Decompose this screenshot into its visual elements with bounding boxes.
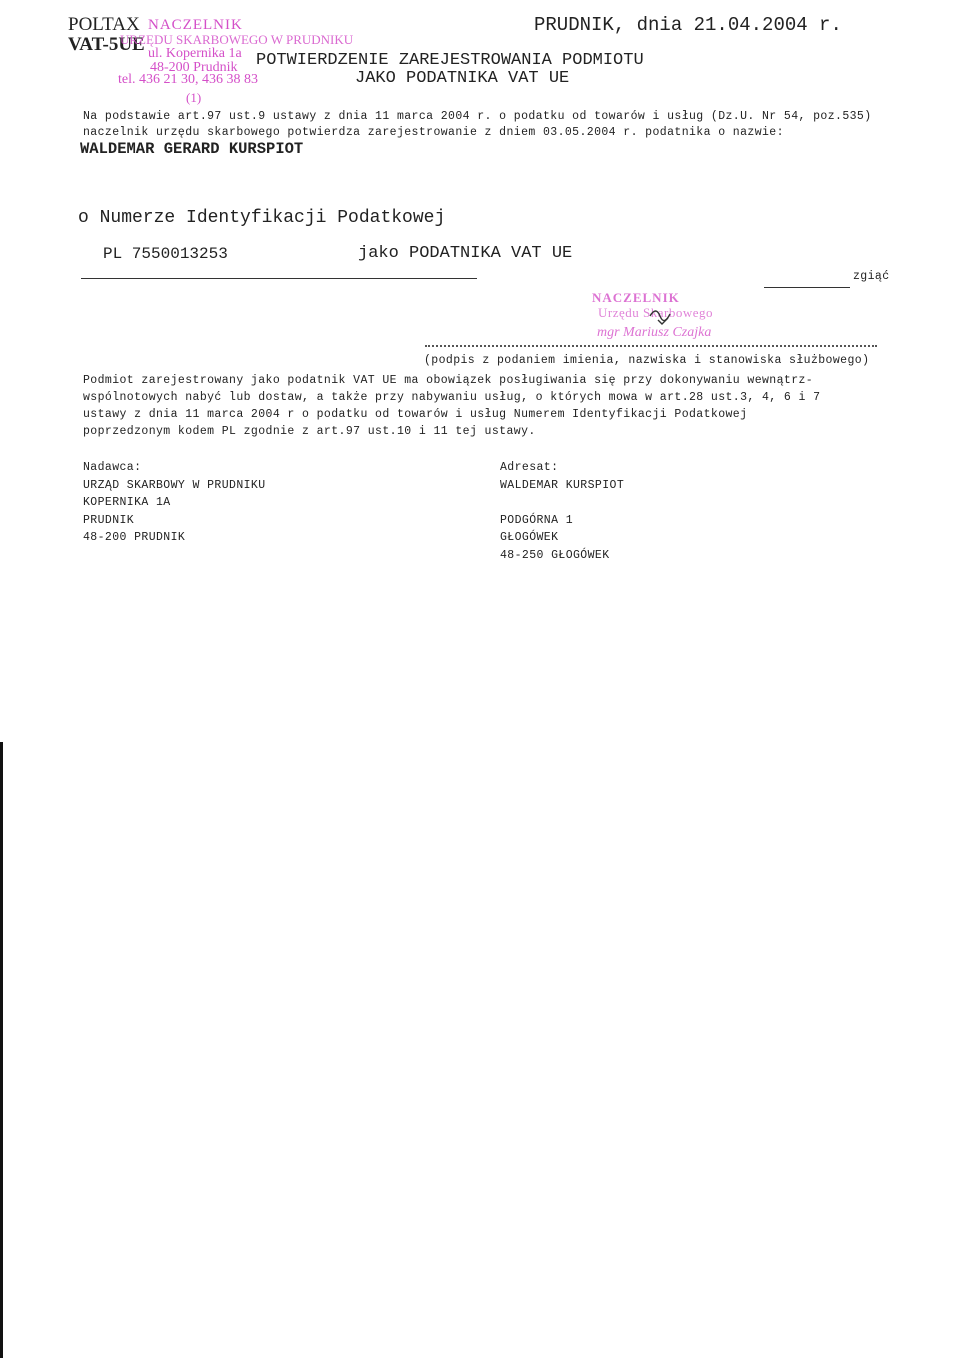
intro-line2: naczelnik urzędu skarbowego potwierdza zarejestrowanie z dniem 03.05.2004 r. podatnika o nazwie:	[83, 126, 784, 139]
nip-label: o Numerze Identyfikacji Podatkowej	[78, 208, 446, 228]
nip-underline	[81, 278, 477, 279]
recipient-label: Adresat:	[500, 461, 559, 474]
form-code-vat5ue: VAT-5UE	[68, 34, 145, 55]
fold-mark: zgiąć	[853, 270, 890, 283]
sender-street: KOPERNIKA 1A	[83, 496, 171, 509]
document-title-line2: JAKO PODATNIKA VAT UE	[355, 69, 570, 88]
office-stamp-line4: 48-200 Prudnik	[150, 60, 238, 75]
obligation-line1: Podmiot zarejestrowany jako podatnik VAT UE ma obowiązek posługiwania się przy dokonywaniu wewnątrz-	[83, 374, 814, 387]
taxpayer-name: WALDEMAR GERARD KURSPIOT	[80, 140, 304, 158]
sender-city: PRUDNIK	[83, 514, 135, 527]
intro-line1: Na podstawie art.97 ust.9 ustawy z dnia 11 marca 2004 r. o podatku od towarów i usług (Dz.U. Nr 54, poz.535)	[83, 110, 872, 123]
office-stamp-line6: (1)	[186, 90, 202, 105]
sender-label: Nadawca:	[83, 461, 142, 474]
obligation-line3: ustawy z dnia 11 marca 2004 r o podatku od towarów i usług Numerem Identyfikacji Podatkowej	[83, 408, 748, 421]
scan-edge-line	[0, 742, 3, 1358]
vat-ue-status: jako PODATNIKA VAT UE	[358, 244, 573, 263]
office-stamp-line3: ul. Kopernika 1a	[148, 46, 242, 61]
recipient-street: PODGÓRNA 1	[500, 514, 574, 527]
signature-stamp-line1: NACZELNIK	[592, 290, 680, 305]
fold-line	[764, 287, 850, 288]
obligation-line4: poprzedzonym kodem PL zgodnie z art.97 ust.10 i 11 tej ustawy.	[83, 425, 536, 438]
recipient-postal: 48-250 GŁOGÓWEK	[500, 549, 610, 562]
sender-postal: 48-200 PRUDNIK	[83, 531, 186, 544]
place-date: PRUDNIK, dnia 21.04.2004 r.	[534, 14, 842, 36]
signature-caption: (podpis z podaniem imienia, nazwiska i stanowiska służbowego)	[424, 354, 870, 367]
form-code-poltax: POLTAX	[68, 14, 140, 35]
office-stamp-line5: tel. 436 21 30, 436 38 83	[118, 72, 258, 87]
nip-number: PL 7550013253	[103, 245, 228, 263]
office-stamp-line2: URZĘDU SKARBOWEGO W PRUDNIKU	[120, 32, 354, 47]
signature-stamp-name: mgr Mariusz Czajka	[597, 325, 712, 340]
handwritten-signature-icon	[648, 302, 678, 326]
sender-name: URZĄD SKARBOWY W PRUDNIKU	[83, 479, 266, 492]
office-stamp-line1: NACZELNIK	[148, 17, 243, 33]
recipient-name: WALDEMAR KURSPIOT	[500, 479, 625, 492]
recipient-city: GŁOGÓWEK	[500, 531, 559, 544]
document-title-line1: POTWIERDZENIE ZAREJESTROWANIA PODMIOTU	[256, 51, 644, 70]
obligation-line2: wspólnotowych nabyć lub dostaw, a także przy nabywaniu usług, o których mowa w art.28 ust.3, 4, 6 i 7	[83, 391, 821, 404]
signature-dotted-line	[425, 345, 877, 347]
signature-stamp-line2: Urzędu Skarbowego	[598, 305, 713, 320]
